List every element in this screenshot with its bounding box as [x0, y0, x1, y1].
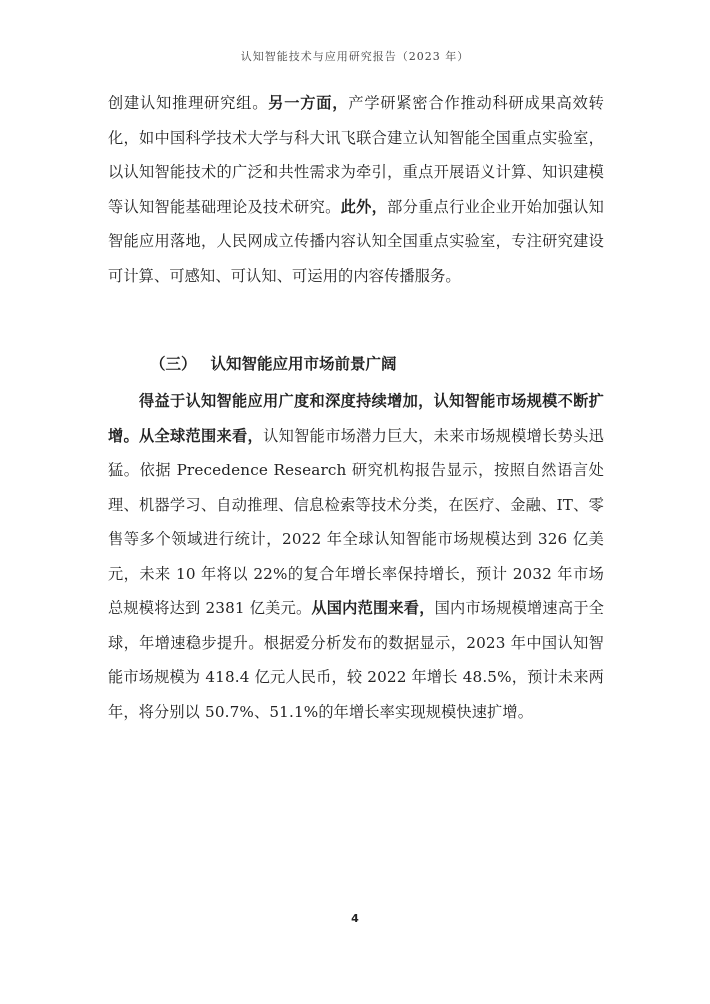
intro-text-2: 产学研紧密合作推动科研成果高效转化，如中国科学技术大学与科大讯飞联合建立认知智能全国重点实验室，以认知智能技术的广泛和共性需求为牵引，重点开展语义计算、知识建模等认知智能基础理论及技术研究。	[108, 94, 604, 216]
market-text-1: 认知智能市场潜力巨大，未来市场规模增长势头迅猛。依据 Precedence Research 研究机构报告显示，按照自然语言处理、机器学习、自动推理、信息检索等技术分类，在医疗、金融、IT、零售等多个领域进行统计，2022 年全球认知智能市场规模达到 326 亿美元，未来 10 年将以 22%的复合年增长率保持增长，预计 2032 年市场总规模将达到 2381 亿美元。	[108, 426, 604, 617]
page-number: 4	[351, 912, 359, 925]
intro-text-1: 创建认知推理研究组。	[108, 94, 269, 112]
market-bold-2: 从全球范围来看，	[139, 426, 264, 445]
market-section	[108, 384, 604, 729]
intro-bold-2: 此外，	[340, 197, 388, 216]
section-title: 认知智能应用市场前景广阔	[210, 355, 397, 373]
report-title: 认知智能技术与应用研究报告（2023 年）	[240, 50, 470, 63]
intro-text-3: 部分重点行业企业开始加强认知智能应用落地，人民网成立传播内容认知全国重点实验室，专注研究建设可计算、可感知、可认知、可运用的内容传播服务。	[108, 197, 604, 285]
intro-bold-1: 另一方面，	[268, 94, 349, 112]
section-heading	[150, 352, 397, 374]
intro-paragraph	[108, 86, 604, 293]
intro-section	[108, 86, 604, 293]
section-number: （三）	[150, 355, 197, 373]
market-text-2: 国内市场规模增速高于全球，年增速稳步提升。根据爱分析发布的数据显示，2023 年中国认知智能市场规模为 418.4 亿元人民币，较 2022 年增长 48.5%，预计未来两年，将分别以 50.7%、51.1%的年增长率实现规模快速扩增。	[108, 599, 604, 721]
market-paragraph	[108, 384, 604, 729]
market-bold-1: 得益于认知智能应用广度和深度持续增加，认知智能市场规模不断扩增。	[108, 392, 604, 445]
market-bold-3: 从国内范围来看，	[311, 599, 435, 617]
page-header	[0, 48, 710, 64]
